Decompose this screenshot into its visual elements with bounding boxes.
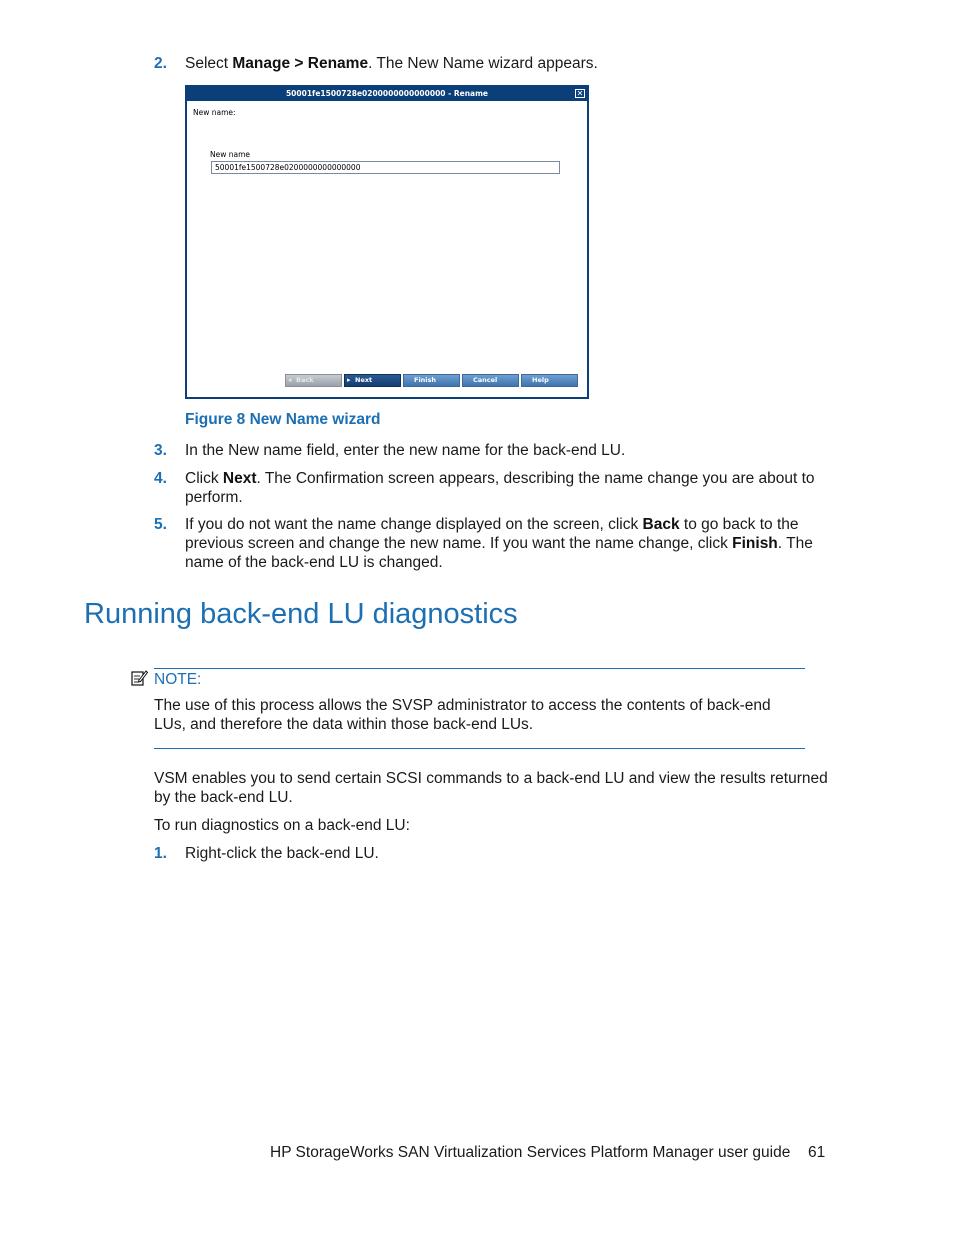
step-text-part: . The name of the back-end LU is changed.	[185, 535, 813, 571]
step-number: 3.	[154, 442, 167, 459]
step-text-part: to go back to the previous screen and change the new name. If you want the name change, click	[185, 516, 799, 552]
finish-button-label: Finish	[414, 376, 437, 384]
step-text-part: Select	[185, 55, 233, 72]
step-text-part: . The New Name wizard appears.	[368, 55, 598, 72]
back-button-label: Back	[296, 376, 314, 384]
step-text-part: If you do not want the name change displayed on the screen, click	[185, 516, 643, 533]
cancel-button-label: Cancel	[473, 376, 498, 384]
note-label: NOTE:	[154, 671, 202, 688]
note-bottom-rule	[154, 748, 805, 749]
help-button-label: Help	[532, 376, 549, 384]
body-paragraph: VSM enables you to send certain SCSI commands to a back-end LU and view the results returned by the back-end LU.	[154, 770, 828, 806]
step-text	[185, 515, 835, 572]
step-text	[185, 844, 835, 863]
new-name-label: New name	[210, 150, 251, 159]
body-paragraph: To run diagnostics on a back-end LU:	[154, 817, 410, 834]
note-pencil-icon	[131, 669, 148, 686]
note-top-rule	[154, 668, 805, 669]
step-text	[185, 441, 835, 460]
note-text: The use of this process allows the SVSP administrator to access the contents of back-end LUs, and therefore the data within those back-end LUs.	[154, 697, 771, 733]
step-bold-term: Manage > Rename	[232, 55, 369, 72]
rename-wizard-dialog	[185, 85, 589, 399]
section-title: Running back-end LU diagnostics	[84, 598, 518, 630]
step-bold-term: Next	[222, 470, 257, 487]
dialog-title-bar	[187, 87, 587, 101]
step-text-part: Click	[185, 470, 223, 487]
help-button[interactable]	[521, 374, 578, 387]
close-icon[interactable]: ✕	[576, 89, 584, 98]
page-number: 61	[808, 1144, 826, 1161]
next-button[interactable]	[344, 374, 401, 387]
footer-title: HP StorageWorks SAN Virtualization Services Platform Manager user guide	[270, 1144, 791, 1161]
step-number: 5.	[154, 516, 167, 533]
dialog-heading: New name:	[193, 108, 236, 117]
figure-caption: Figure 8 New Name wizard	[185, 411, 381, 428]
step-text	[185, 54, 835, 73]
next-arrow-icon: ▸	[347, 376, 351, 384]
step-text-part: In the New name field, enter the new name for the back-end LU.	[185, 442, 626, 459]
step-number: 1.	[154, 845, 167, 862]
step-number: 4.	[154, 470, 167, 487]
step-text-part: Right-click the back-end LU.	[185, 845, 379, 862]
back-button[interactable]	[285, 374, 342, 387]
new-name-input[interactable]	[211, 161, 560, 174]
back-arrow-icon: ◂	[288, 376, 292, 384]
step-number: 2.	[154, 55, 167, 72]
cancel-button[interactable]	[462, 374, 519, 387]
step-bold-term: Back	[642, 516, 680, 533]
step-bold-term: Finish	[732, 535, 778, 552]
step-text-part: . The Confirmation screen appears, describing the name change you are about to perform.	[185, 470, 815, 506]
step-text	[185, 469, 835, 507]
next-button-label: Next	[355, 376, 373, 384]
dialog-title: 50001fe1500728e0200000000000000 - Rename	[285, 89, 489, 98]
finish-button[interactable]	[403, 374, 460, 387]
